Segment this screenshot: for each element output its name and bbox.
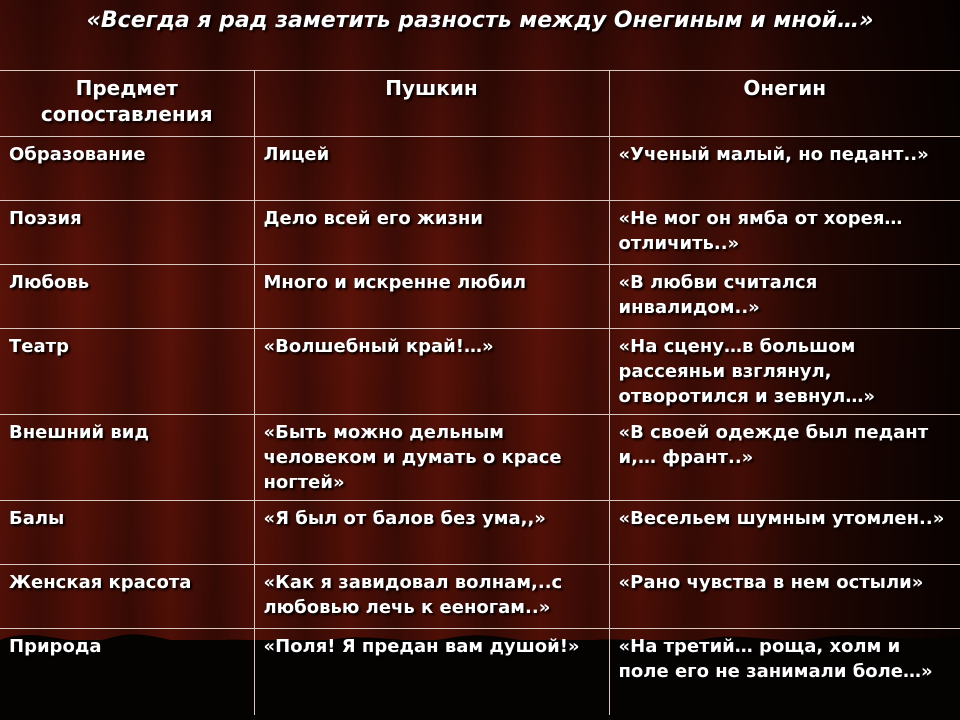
onegin-cell: «Не мог он ямба от хорея…отличить..» xyxy=(609,201,960,265)
subject-cell: Балы xyxy=(0,501,254,565)
table-row xyxy=(0,415,960,501)
pushkin-cell: Лицей xyxy=(254,137,609,201)
table-row xyxy=(0,501,960,565)
pushkin-cell: «Я был от балов без ума,,» xyxy=(254,501,609,565)
onegin-cell: «Рано чувства в нем остыли» xyxy=(609,565,960,629)
pushkin-cell: «Быть можно дельным человеком и думать о красе ногтей» xyxy=(254,415,609,501)
table-row xyxy=(0,201,960,265)
table-row xyxy=(0,329,960,415)
onegin-cell: «В любви считался инвалидом..» xyxy=(609,265,960,329)
pushkin-cell: «Волшебный край!…» xyxy=(254,329,609,415)
table-row xyxy=(0,565,960,629)
pushkin-cell: Дело всей его жизни xyxy=(254,201,609,265)
onegin-cell: «Весельем шумным утомлен..» xyxy=(609,501,960,565)
comparison-table xyxy=(0,70,960,715)
header-pushkin: Пушкин xyxy=(254,71,609,137)
subject-cell: Театр xyxy=(0,329,254,415)
table-row xyxy=(0,265,960,329)
title-row xyxy=(0,0,960,71)
slide-title: «Всегда я рад заметить разность между Онегиным и мной…» xyxy=(86,8,874,33)
header-onegin: Онегин xyxy=(609,71,960,137)
table-row xyxy=(0,629,960,715)
pushkin-cell: «Поля! Я предан вам душой!» xyxy=(254,629,609,715)
table-row xyxy=(0,137,960,201)
header-subject: Предмет сопоставления xyxy=(0,71,254,137)
subject-cell: Любовь xyxy=(0,265,254,329)
onegin-cell: «Ученый малый, но педант..» xyxy=(609,137,960,201)
subject-cell: Внешний вид xyxy=(0,415,254,501)
onegin-cell: «В своей одежде был педант и,… франт..» xyxy=(609,415,960,501)
table-header-row xyxy=(0,71,960,137)
subject-cell: Женская красота xyxy=(0,565,254,629)
pushkin-cell: Много и искренне любил xyxy=(254,265,609,329)
subject-cell: Поэзия xyxy=(0,201,254,265)
onegin-cell: «На третий… роща, холм и поле его не занимали боле…» xyxy=(609,629,960,715)
pushkin-cell: «Как я завидовал волнам,..с любовью лечь к ееногам..» xyxy=(254,565,609,629)
subject-cell: Образование xyxy=(0,137,254,201)
subject-cell: Природа xyxy=(0,629,254,715)
onegin-cell: «На сцену…в большом рассеяньи взглянул, отворотился и зевнул…» xyxy=(609,329,960,415)
